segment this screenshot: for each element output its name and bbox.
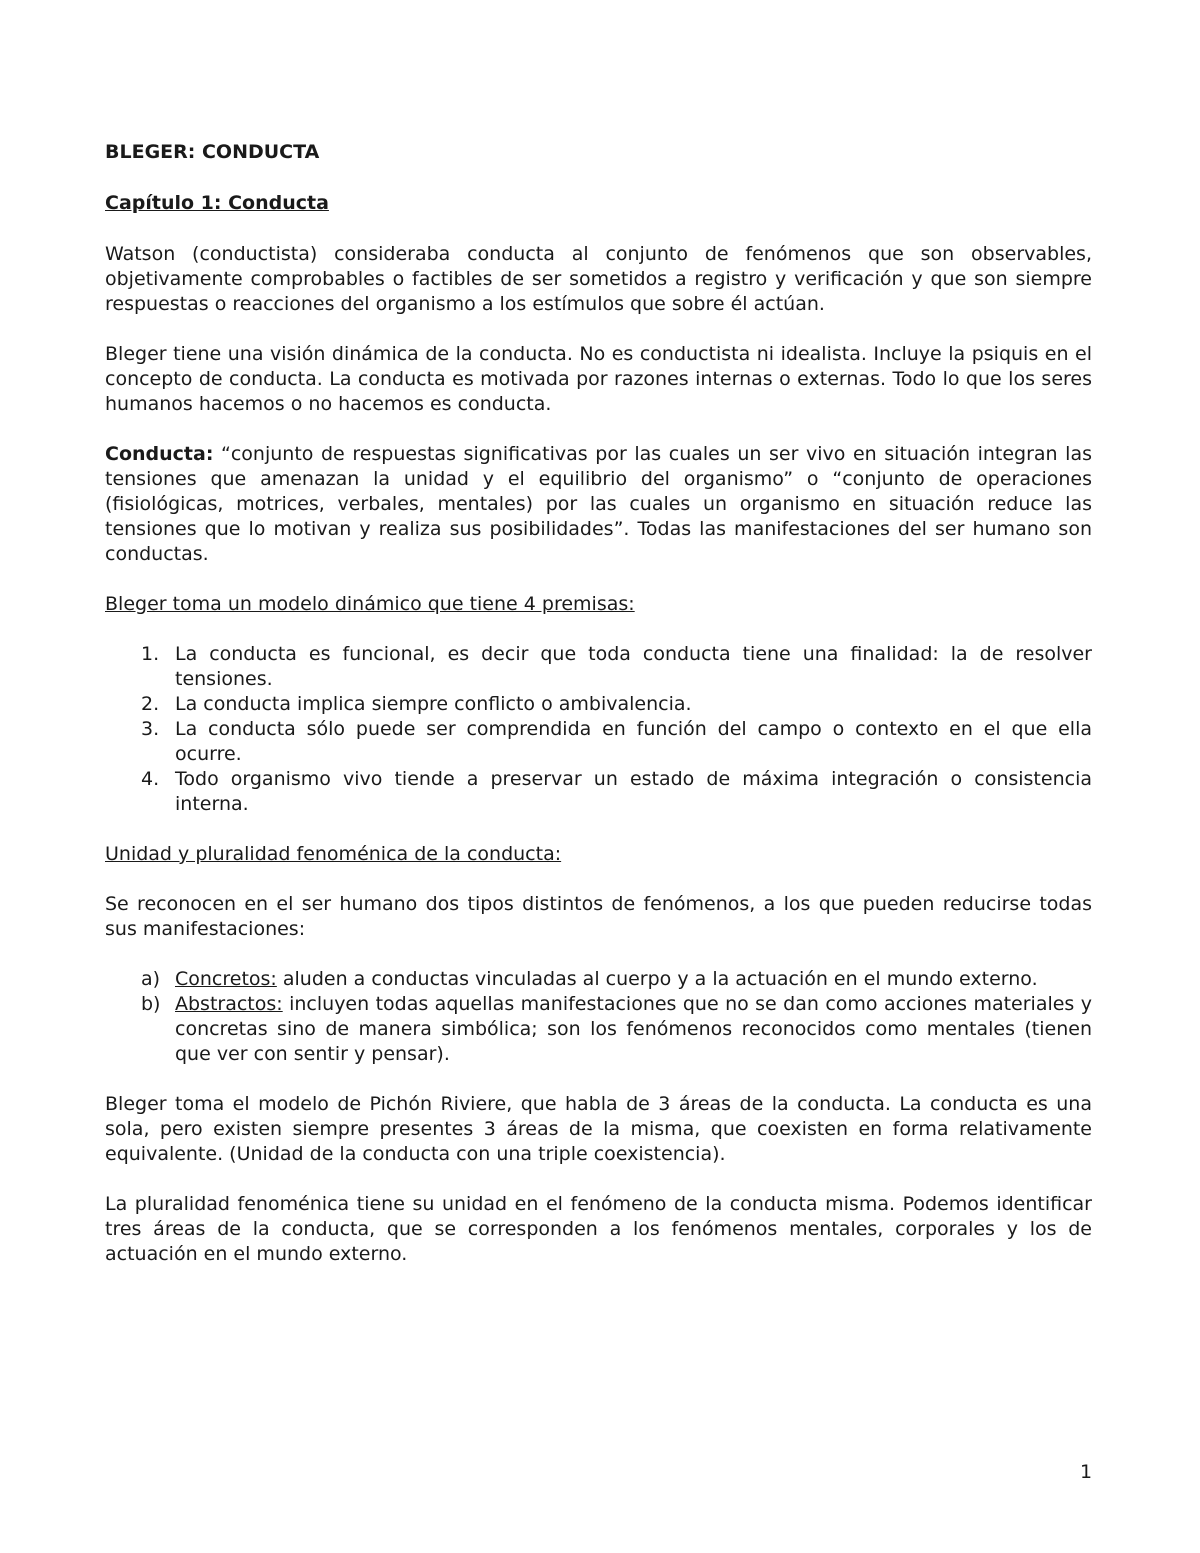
list-item-text: incluyen todas aquellas manifestaciones que no se dan como acciones materiales y concretas sino de manera simbólica; son los fenómenos reconocidos como mentales (tienen que ver con sentir y pensar).: [175, 993, 1092, 1065]
list-item-text: La conducta es funcional, es decir que toda conducta tiene una finalidad: la de resolver tensiones.: [175, 643, 1092, 690]
paragraph-pichon-riviere: Bleger toma el modelo de Pichón Riviere, que habla de 3 áreas de la conducta. La conducta es una sola, pero existen siempre presentes 3 áreas de la misma, que coexisten en forma relativamente equivalente. (Unidad de la conducta con una triple coexistencia).: [105, 1093, 1092, 1165]
paragraph-watson: Watson (conductista) consideraba conducta al conjunto de fenómenos que son observables, objetivamente comprobables o factibles de ser sometidos a registro y verificación y que son siempre respuestas o reacciones del organismo a los estímulos que sobre él actúan.: [105, 243, 1092, 315]
definition-term: Conducta:: [105, 443, 214, 465]
paragraph-definition: [105, 442, 1092, 567]
paragraph-phenomena-types: Se reconocen en el ser humano dos tipos distintos de fenómenos, a los que pueden reducirse todas sus manifestaciones:: [105, 893, 1092, 940]
list-item: [105, 992, 1092, 1067]
premises-heading: Bleger toma un modelo dinámico que tiene 4 premisas:: [105, 593, 635, 615]
paragraph-plurality: La pluralidad fenoménica tiene su unidad en el fenómeno de la conducta misma. Podemos identificar tres áreas de la conducta, que se corresponden a los fenómenos mentales, corporales y los de actuación en el mundo externo.: [105, 1193, 1092, 1265]
list-item-text: La conducta sólo puede ser comprendida en función del campo o contexto en el que ella ocurre.: [175, 718, 1092, 765]
list-item: [105, 967, 1092, 992]
list-letter: b): [141, 993, 161, 1015]
list-item: [105, 642, 1092, 692]
list-item: [105, 692, 1092, 717]
list-item: [105, 767, 1092, 817]
chapter-heading: Capítulo 1: Conducta: [105, 192, 329, 214]
list-item: [105, 717, 1092, 767]
document-title: BLEGER: CONDUCTA: [105, 141, 320, 163]
document-page: [105, 140, 1092, 1292]
page-number: 1: [1080, 1461, 1093, 1483]
unity-heading: Unidad y pluralidad fenoménica de la conducta:: [105, 843, 562, 865]
definition-text: “conjunto de respuestas significativas por las cuales un ser vivo en situación integran las tensiones que amenazan la unidad y el equilibrio del organismo” o “conjunto de operaciones (fisiológicas, motrices, verbales, mentales) por las cuales un organismo en situación reduce las tensiones que lo motivan y realiza sus posibilidades”. Todas las manifestaciones del ser humano son conductas.: [105, 443, 1092, 565]
list-number: 4.: [141, 768, 160, 790]
type-term: Concretos:: [175, 968, 277, 990]
list-number: 1.: [141, 643, 160, 665]
paragraph-bleger-vision: Bleger tiene una visión dinámica de la conducta. No es conductista ni idealista. Incluye la psiquis en el concepto de conducta. La conducta es motivada por razones internas o externas. Todo lo que los seres humanos hacemos o no hacemos es conducta.: [105, 343, 1092, 415]
list-item-text: Todo organismo vivo tiende a preservar un estado de máxima integración o consistencia interna.: [175, 768, 1092, 815]
list-item-text: aluden a conductas vinculadas al cuerpo y a la actuación en el mundo externo.: [276, 968, 1038, 990]
list-letter: a): [141, 968, 161, 990]
type-term: Abstractos:: [175, 993, 283, 1015]
list-number: 2.: [141, 693, 160, 715]
premises-list: [105, 642, 1092, 817]
list-item-text: La conducta implica siempre conflicto o ambivalencia.: [175, 693, 692, 715]
list-number: 3.: [141, 718, 160, 740]
types-list: [105, 967, 1092, 1067]
